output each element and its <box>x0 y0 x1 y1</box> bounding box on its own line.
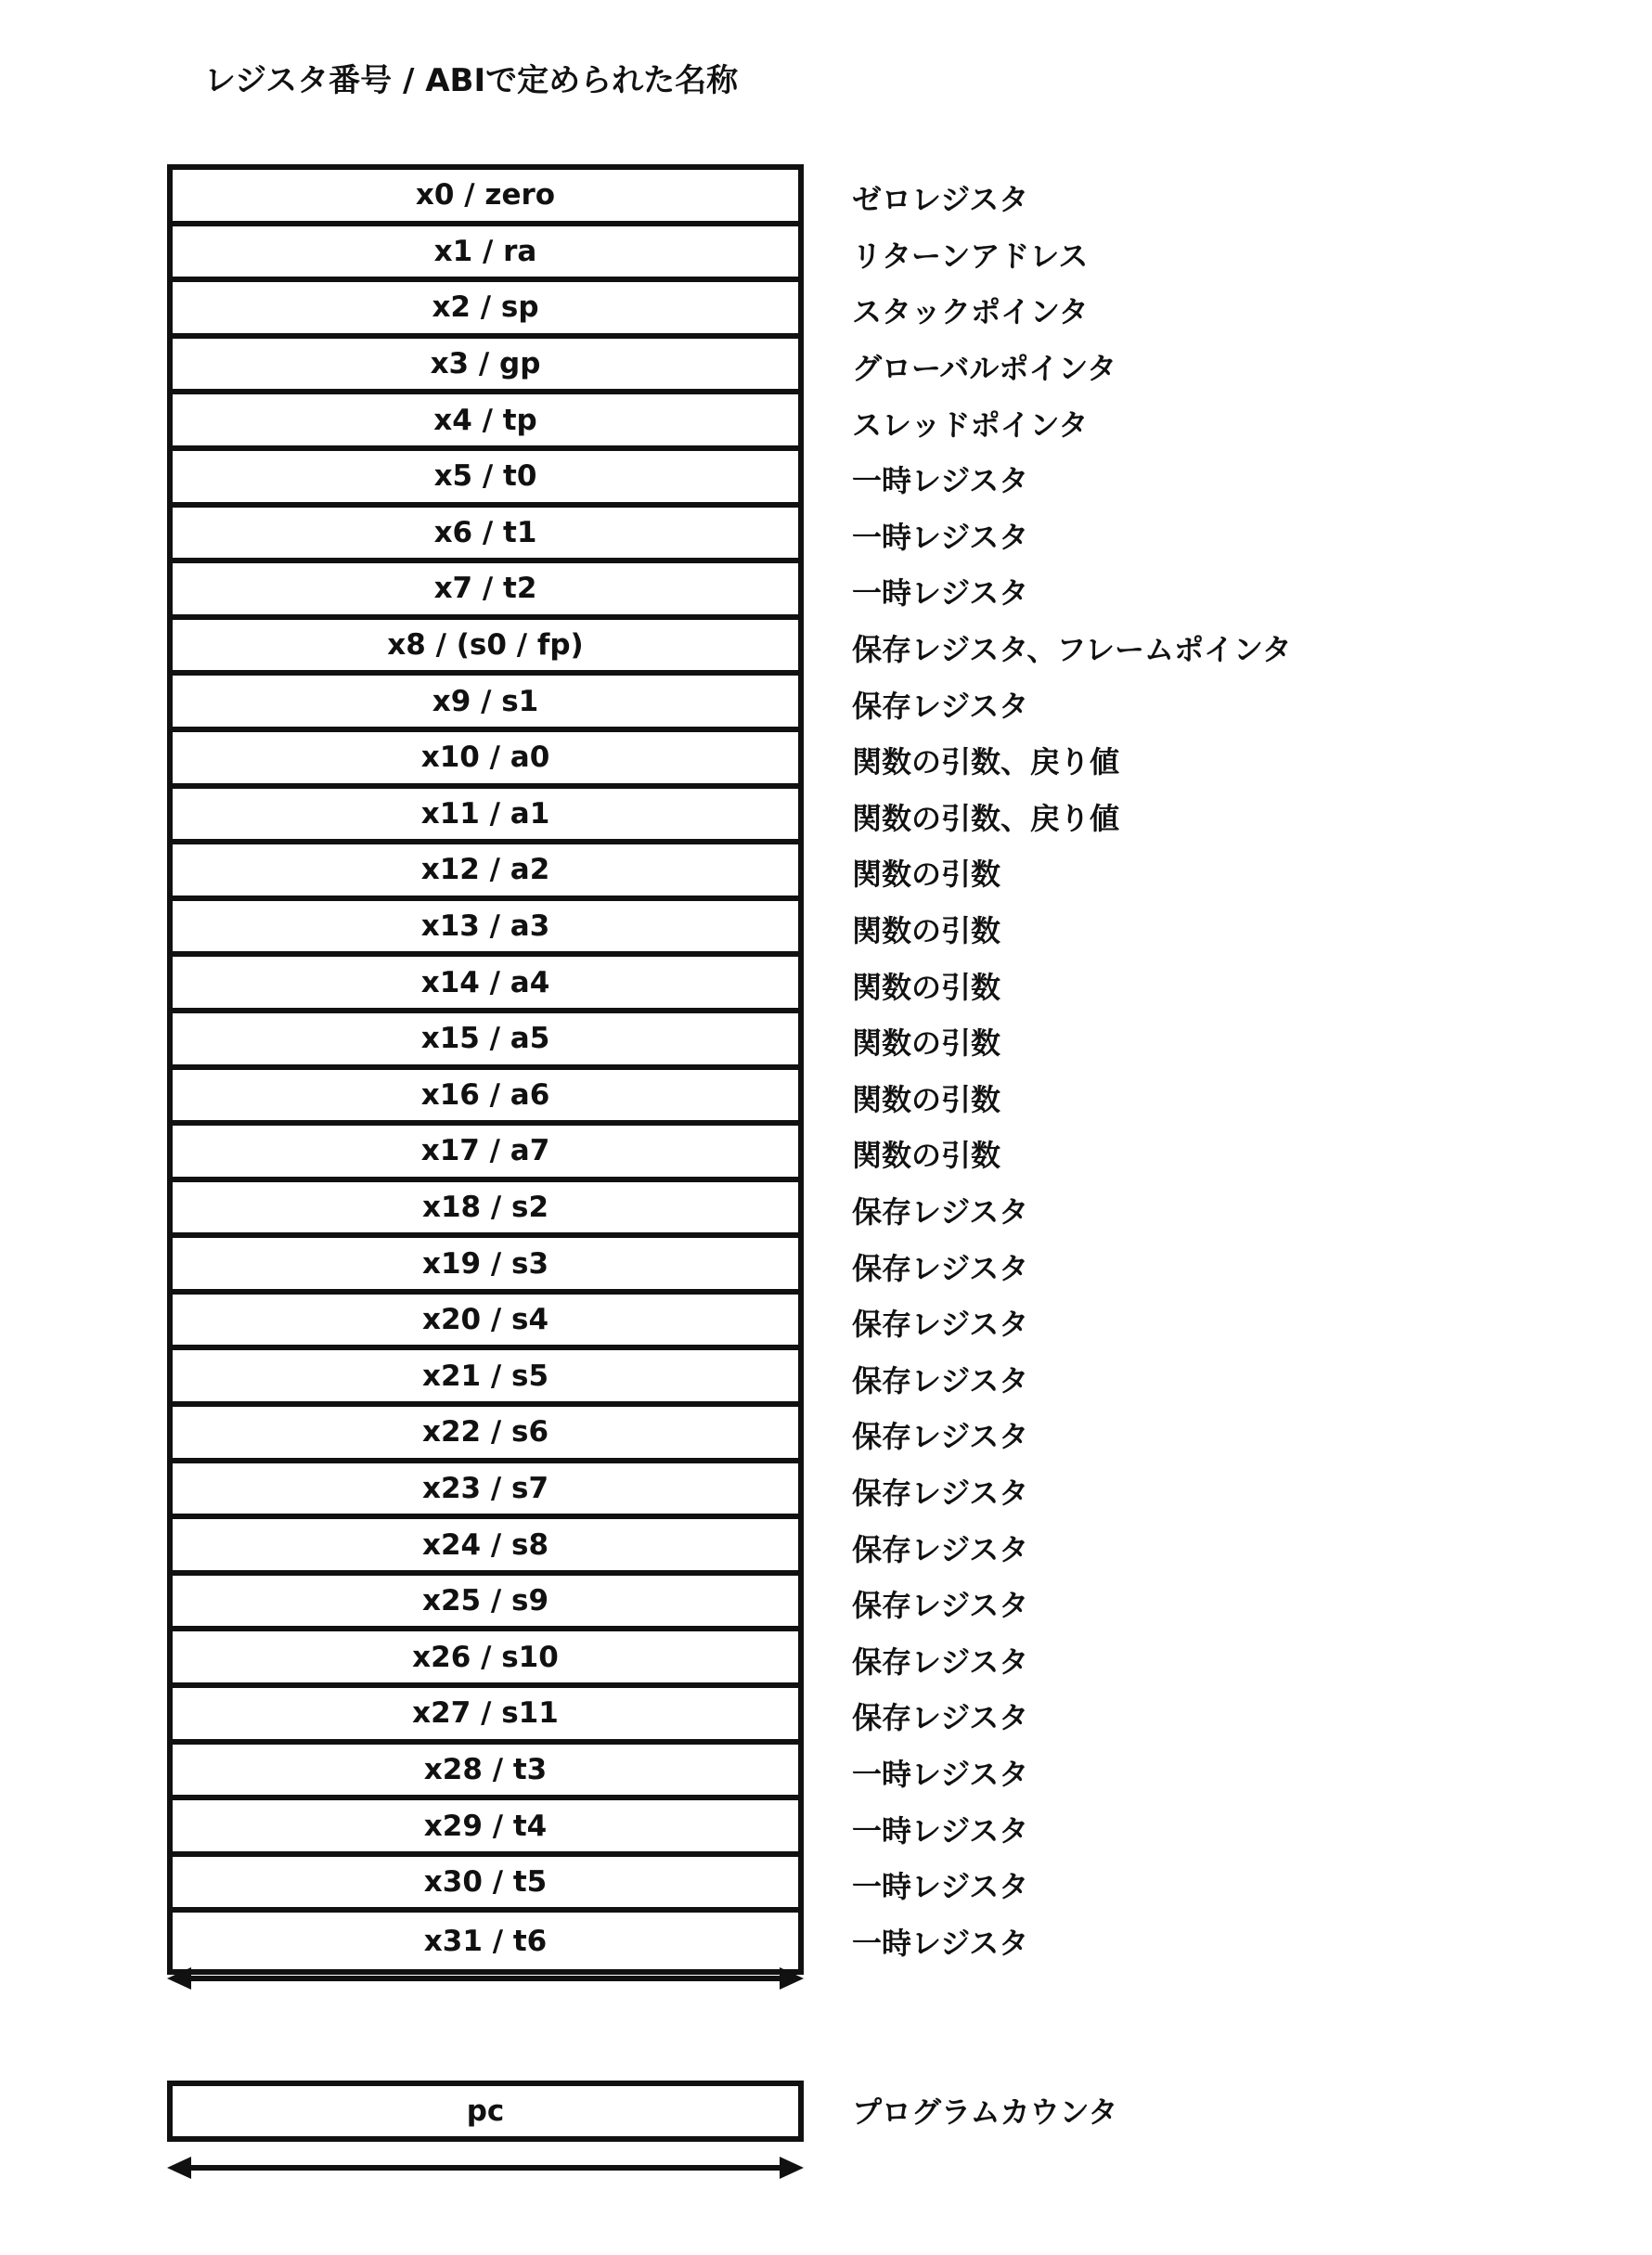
register-cell: x1 / ra <box>173 226 798 283</box>
register-cell: x21 / s5 <box>173 1350 798 1407</box>
register-description: 保存レジスタ <box>852 1588 1029 1624</box>
register-description: 関数の引数 <box>852 857 1001 893</box>
register-description: 関数の引数 <box>852 913 1001 949</box>
register-cell: x3 / gp <box>173 339 798 395</box>
register-description: 一時レジスタ <box>852 463 1029 499</box>
register-description: 一時レジスタ <box>852 1812 1029 1849</box>
register-cell: x9 / s1 <box>173 676 798 732</box>
register-description: 保存レジスタ <box>852 1475 1029 1511</box>
register-cell: x28 / t3 <box>173 1745 798 1801</box>
register-cell: x25 / s9 <box>173 1576 798 1632</box>
register-description: 関数の引数、戻り値 <box>852 800 1120 836</box>
register-cell: x12 / a2 <box>173 844 798 901</box>
register-cell: x13 / a3 <box>173 901 798 958</box>
register-description: 一時レジスタ <box>852 1869 1029 1905</box>
register-file-table <box>167 164 804 1975</box>
register-cell: x8 / (s0 / fp) <box>173 620 798 676</box>
register-description: 保存レジスタ <box>852 1307 1029 1343</box>
register-cell: x4 / tp <box>173 394 798 451</box>
register-cell: x27 / s11 <box>173 1688 798 1745</box>
register-cell: x24 / s8 <box>173 1519 798 1576</box>
register-description: ゼロレジスタ <box>852 182 1029 218</box>
register-description: 一時レジスタ <box>852 519 1029 555</box>
register-cell: x18 / s2 <box>173 1182 798 1239</box>
register-cell: x11 / a1 <box>173 789 798 845</box>
register-description: 関数の引数 <box>852 1081 1001 1117</box>
register-description: 保存レジスタ <box>852 1700 1029 1736</box>
register-description-list <box>852 170 1292 1969</box>
register-description: 保存レジスタ <box>852 1250 1029 1286</box>
register-cell: x2 / sp <box>173 282 798 339</box>
register-description: 一時レジスタ <box>852 1925 1029 1961</box>
register-width-arrow <box>167 1962 804 1995</box>
register-description: 保存レジスタ <box>852 688 1029 724</box>
register-description: 関数の引数、戻り値 <box>852 744 1120 780</box>
register-cell: x26 / s10 <box>173 1631 798 1688</box>
register-cell: x7 / t2 <box>173 563 798 620</box>
register-description: 一時レジスタ <box>852 575 1029 612</box>
pc-register-description: プログラムカウンタ <box>852 2094 1118 2130</box>
register-description: 関数の引数 <box>852 1138 1001 1174</box>
register-cell: x6 / t1 <box>173 508 798 564</box>
register-description: 保存レジスタ、フレームポインタ <box>852 632 1292 668</box>
register-description: 保存レジスタ <box>852 1362 1029 1398</box>
register-description: リターンアドレス <box>852 238 1089 274</box>
pc-register-name: pc <box>466 2094 505 2128</box>
pc-width-arrow <box>167 2151 804 2184</box>
register-description: グローバルポインタ <box>852 351 1117 387</box>
register-cell: x30 / t5 <box>173 1857 798 1914</box>
register-cell: x14 / a4 <box>173 957 798 1013</box>
register-description: 関数の引数 <box>852 969 1001 1005</box>
register-cell: x10 / a0 <box>173 732 798 789</box>
register-cell: x0 / zero <box>173 170 798 226</box>
register-description: 一時レジスタ <box>852 1756 1029 1792</box>
register-cell: x29 / t4 <box>173 1800 798 1857</box>
register-description: 関数の引数 <box>852 1025 1001 1062</box>
diagram-title: レジスタ番号 / ABIで定められた名称 <box>204 62 739 99</box>
register-description: 保存レジスタ <box>852 1419 1029 1455</box>
register-cell: x31 / t6 <box>423 1924 548 1958</box>
register-cell: x22 / s6 <box>173 1407 798 1463</box>
register-description: スレッドポインタ <box>852 406 1089 443</box>
register-cell: x19 / s3 <box>173 1238 798 1295</box>
register-cell: x15 / a5 <box>173 1013 798 1070</box>
register-cell: x23 / s7 <box>173 1463 798 1520</box>
register-cell: x16 / a6 <box>173 1070 798 1127</box>
register-description: スタックポインタ <box>852 294 1089 330</box>
register-description: 保存レジスタ <box>852 1643 1029 1680</box>
register-cell: x5 / t0 <box>173 451 798 508</box>
pc-register-box <box>167 2081 804 2142</box>
register-description: 保存レジスタ <box>852 1193 1029 1230</box>
register-description: 保存レジスタ <box>852 1531 1029 1567</box>
register-cell: x17 / a7 <box>173 1126 798 1182</box>
register-cell: x20 / s4 <box>173 1295 798 1351</box>
